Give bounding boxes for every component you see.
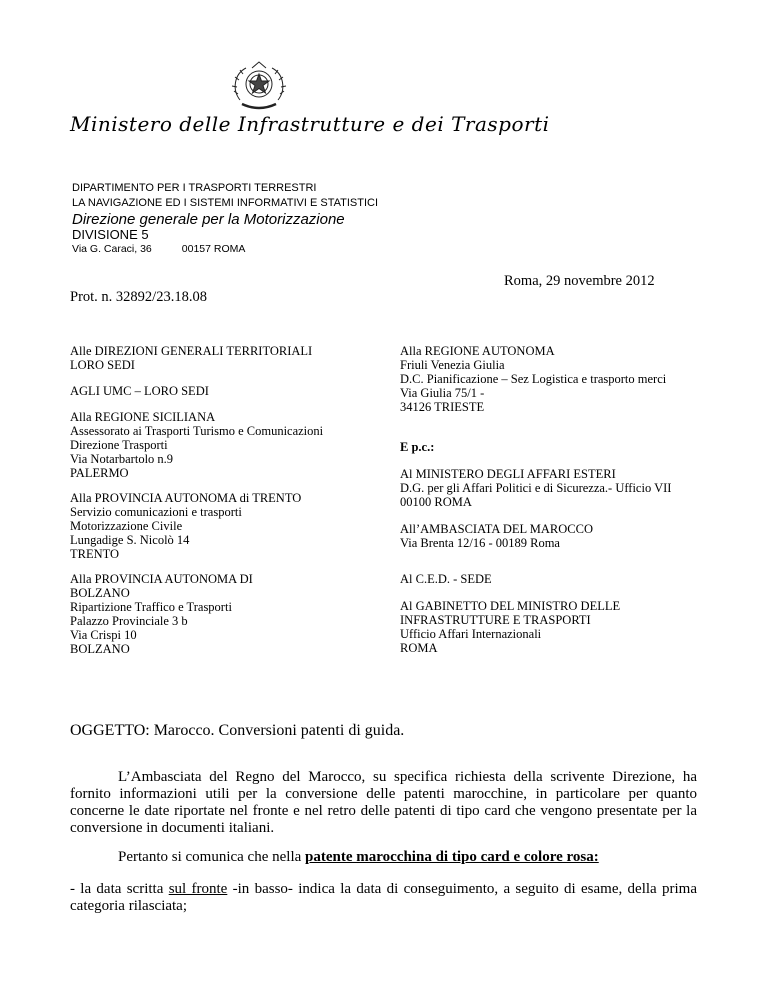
recipient-line: Via Brenta 12/16 - 00189 Roma <box>400 536 560 550</box>
recipient-line: Via Crispi 10 <box>70 628 137 642</box>
body-paragraph-2 <box>70 849 697 866</box>
letter-date: Roma, 29 novembre 2012 <box>504 273 655 289</box>
subject-line: OGGETTO: Marocco. Conversioni patenti di guida. <box>70 722 405 739</box>
divisione: DIVISIONE 5 <box>72 227 149 242</box>
recipient-line: D.C. Pianificazione – Sez Logistica e trasporto merci <box>400 372 667 386</box>
protocol-number: Prot. n. 32892/23.18.08 <box>70 289 207 305</box>
recipient-line: Al C.E.D. - SEDE <box>400 572 492 586</box>
recipient-line: 34126 TRIESTE <box>400 400 485 414</box>
recipient-line: Al GABINETTO DEL MINISTRO DELLE <box>400 599 621 613</box>
recipient-line: All’AMBASCIATA DEL MAROCCO <box>400 522 593 536</box>
address-city: 00157 ROMA <box>181 243 246 255</box>
ministry-name: Ministero delle Infrastrutture e dei Trasporti <box>70 112 550 136</box>
recipient-line: Via Giulia 75/1 - <box>400 386 485 400</box>
per-conoscenza-label: E p.c.: <box>400 440 435 454</box>
department-block <box>72 181 378 257</box>
recipient-right-2 <box>400 467 671 509</box>
recipient-right-1 <box>400 344 666 414</box>
recipient-right-5 <box>400 599 620 655</box>
paragraph-2-text: Pertanto si comunica che nella <box>118 849 306 865</box>
address-street: Via G. Caraci, 36 <box>72 243 152 255</box>
recipient-line: Alla PROVINCIA AUTONOMA di TRENTO <box>70 491 302 505</box>
recipient-line: Alla PROVINCIA AUTONOMA DI <box>70 572 253 586</box>
recipient-line: Lungadige S. Nicolò 14 <box>70 533 190 547</box>
body-paragraph-1: L’Ambasciata del Regno del Marocco, su specifica richiesta della scrivente Direzione, ha fornito informazioni utili per la conversione delle patenti marocchine, in particolare per quanto concerne le date riportate nel fronte e nel retro delle patenti di tipo card che vengono presentate per la conversione in documenti italiani. <box>70 769 697 836</box>
recipient-line: Palazzo Provinciale 3 b <box>70 614 188 628</box>
recipient-line: Alla REGIONE SICILIANA <box>70 410 216 424</box>
recipient-line: Motorizzazione Civile <box>70 519 183 533</box>
recipient-line: D.G. per gli Affari Politici e di Sicurezza.- Ufficio VII <box>400 481 672 495</box>
recipient-line: Alla REGIONE AUTONOMA <box>400 344 555 358</box>
recipient-left-3 <box>70 410 323 480</box>
recipient-line: Assessorato ai Trasporti Turismo e Comunicazioni <box>70 424 324 438</box>
recipient-line: LORO SEDI <box>70 358 135 372</box>
recipient-right-3 <box>400 522 593 550</box>
recipient-right-pc <box>400 440 434 454</box>
recipient-line: 00100 ROMA <box>400 495 472 509</box>
recipient-left-5 <box>70 572 253 656</box>
recipient-left-2 <box>70 384 209 398</box>
department-address <box>72 242 378 257</box>
recipient-line: Friuli Venezia Giulia <box>400 358 505 372</box>
department-line-1: DIPARTIMENTO PER I TRASPORTI TERRESTRI <box>72 182 317 194</box>
paragraph-3-underline: sul fronte <box>168 881 228 897</box>
recipient-line: PALERMO <box>70 466 129 480</box>
paragraph-3-suffix: -in basso- indica la data di conseguimento, a seguito di esame, della prima categoria rilasciata; <box>70 881 698 914</box>
body-paragraph-3 <box>70 881 697 915</box>
recipient-line: INFRASTRUTTURE E TRASPORTI <box>400 613 591 627</box>
paragraph-2-emphasis: patente marocchina di tipo card e colore rosa: <box>305 849 599 865</box>
recipient-left-1 <box>70 344 312 372</box>
recipient-line: Ripartizione Traffico e Trasporti <box>70 600 232 614</box>
paragraph-3-prefix: - la data scritta <box>70 881 169 897</box>
department-line-2: LA NAVIGAZIONE ED I SISTEMI INFORMATIVI E STATISTICI <box>72 197 379 209</box>
recipient-line: TRENTO <box>70 547 120 561</box>
italian-republic-emblem-icon <box>228 60 290 116</box>
recipient-line: Ufficio Affari Internazionali <box>400 627 542 641</box>
recipient-left-4 <box>70 491 301 561</box>
recipient-line: Via Notarbartolo n.9 <box>70 452 174 466</box>
recipient-line: Direzione Trasporti <box>70 438 168 452</box>
recipient-line: BOLZANO <box>70 642 130 656</box>
recipient-line: BOLZANO <box>70 586 130 600</box>
recipient-line: Servizio comunicazioni e trasporti <box>70 505 242 519</box>
recipient-line: Al MINISTERO DEGLI AFFARI ESTERI <box>400 467 616 481</box>
recipient-line: ROMA <box>400 641 438 655</box>
recipient-line: Alle DIREZIONI GENERALI TERRITORIALI <box>70 344 313 358</box>
direzione-generale: Direzione generale per la Motorizzazione <box>72 211 345 228</box>
recipient-right-4 <box>400 572 492 586</box>
recipient-line: AGLI UMC – LORO SEDI <box>70 384 209 398</box>
